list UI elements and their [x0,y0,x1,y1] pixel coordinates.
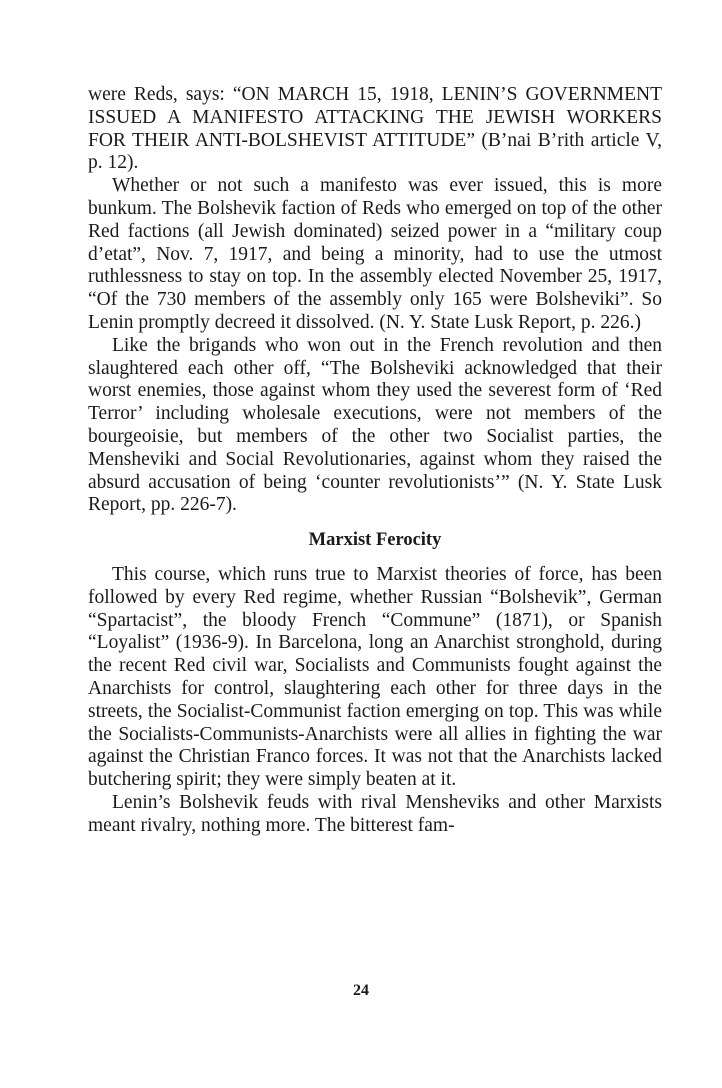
body-text [88,84,662,838]
page-number: 24 [353,982,369,999]
paragraph-continued: were Reds, says: “ON MARCH 15, 1918, LENIN’S GOVERNMENT ISSUED A MANIFESTO ATTACKING THE JEWISH WORKERS FOR THEIR ANTI-BOLSHEVIST ATTITUDE” (B’nai B’rith article V, p. 12). [88,84,662,174]
paragraph-manifesto: Whether or not such a manifesto was ever issued, this is more bunkum. The Bolshevik faction of Reds who emerged on top of the other Red factions (all Jewish dominated) seized power in a “military coup d’etat”, Nov. 7, 1917, and being a minority, had to use the utmost ruthlessness to stay on top. In the assembly elected November 25, 1917, “Of the 730 members of the assembly only 165 were Bolsheviki”. So Lenin promptly decreed it dissolved. (N. Y. State Lusk Report, p. 226.) [88,175,662,333]
paragraph-marxist-force: This course, which runs true to Marxist theories of force, has been followed by every Red regime, whether Russian “Bolshevik”, German “Spartacist”, the bloody French “Commune” (1871), or Spanish “Loyalist” (1936-9). In Barcelona, long an Anarchist stronghold, during the recent Red civil war, Socialists and Communists fought against the Anarchists for control, slaughtering each other for three days in the streets, the Socialist-Communist faction emerging on top. This was while the Socialists-Communists-Anarchists were all allies in fighting the war against the Christian Franco forces. It was not that the Anarchists lacked butchering spirit; they were simply beaten at it. [88,563,662,791]
paragraph-lenin-feuds: Lenin’s Bolshevik feuds with rival Mensheviks and other Marxists meant rivalry, nothing more. The bitterest fam- [88,791,662,836]
paragraph-brigands: Like the brigands who won out in the French revolution and then slaughtered each other off, “The Bolsheviki acknowledged that their worst enemies, those against whom they used the severest form of ‘Red Terror’ including wholesale executions, were not members of the bourgeoisie, but members of the other two Socialist parties, the Mensheviki and Social Revolutionaries, against whom they raised the absurd accusation of being ‘counter revolutionists’” (N. Y. State Lusk Report, pp. 226-7). [88,334,662,516]
section-heading: Marxist Ferocity [308,530,442,551]
